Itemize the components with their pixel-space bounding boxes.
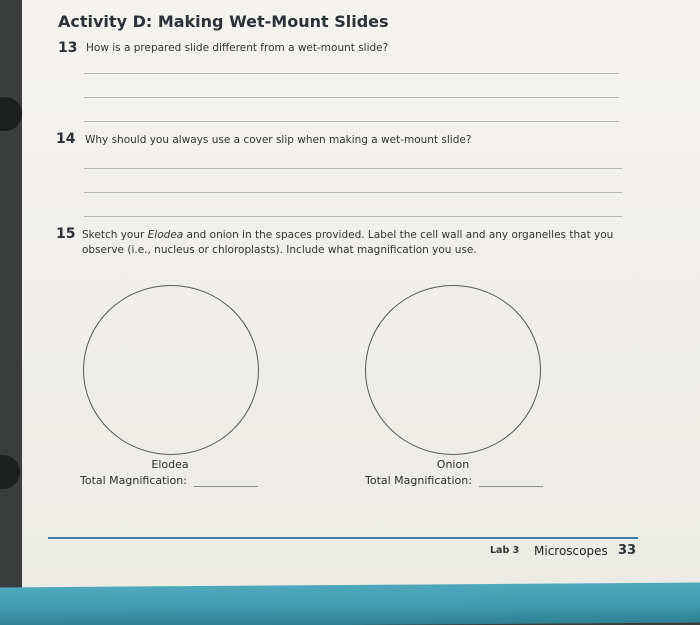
question-14-number: 14	[56, 131, 76, 147]
question-14-text: Why should you always use a cover slip when making a wet-mount slide?	[85, 134, 472, 146]
answer-line[interactable]	[84, 73, 619, 74]
onion-magnification-blank[interactable]	[479, 486, 543, 487]
activity-title: Activity D: Making Wet-Mount Slides	[58, 12, 389, 31]
answer-line[interactable]	[84, 216, 622, 217]
footer-lab-label: Lab 3	[490, 545, 520, 556]
page-bottom-edge	[0, 583, 700, 625]
elodea-magnification-label: Total Magnification:	[80, 474, 187, 487]
elodea-label: Elodea	[151, 458, 189, 471]
question-15-number: 15	[56, 226, 76, 242]
onion-magnification-label: Total Magnification:	[365, 474, 472, 487]
onion-label: Onion	[436, 458, 470, 471]
question-13-number: 13	[58, 40, 78, 56]
onion-sketch-circle[interactable]	[365, 285, 541, 455]
elodea-sketch-circle[interactable]	[83, 285, 259, 455]
question-13-text: How is a prepared slide different from a wet-mount slide?	[86, 42, 389, 54]
binder-hole	[0, 455, 20, 489]
footer-rule	[48, 537, 638, 539]
elodea-magnification-blank[interactable]	[194, 486, 258, 487]
answer-line[interactable]	[84, 121, 619, 122]
footer-title: Microscopes	[534, 544, 608, 558]
worksheet-page	[22, 0, 700, 590]
page-number: 33	[618, 543, 637, 558]
answer-line[interactable]	[84, 192, 622, 193]
answer-line[interactable]	[84, 97, 619, 98]
binder-hole	[0, 97, 22, 131]
answer-line[interactable]	[84, 168, 622, 169]
question-15-text: Sketch your Elodea and onion in the spaces provided. Label the cell wall and any organelles that you observe (i.e., nucleus or chloroplasts). Include what magnification you use.	[82, 229, 614, 256]
